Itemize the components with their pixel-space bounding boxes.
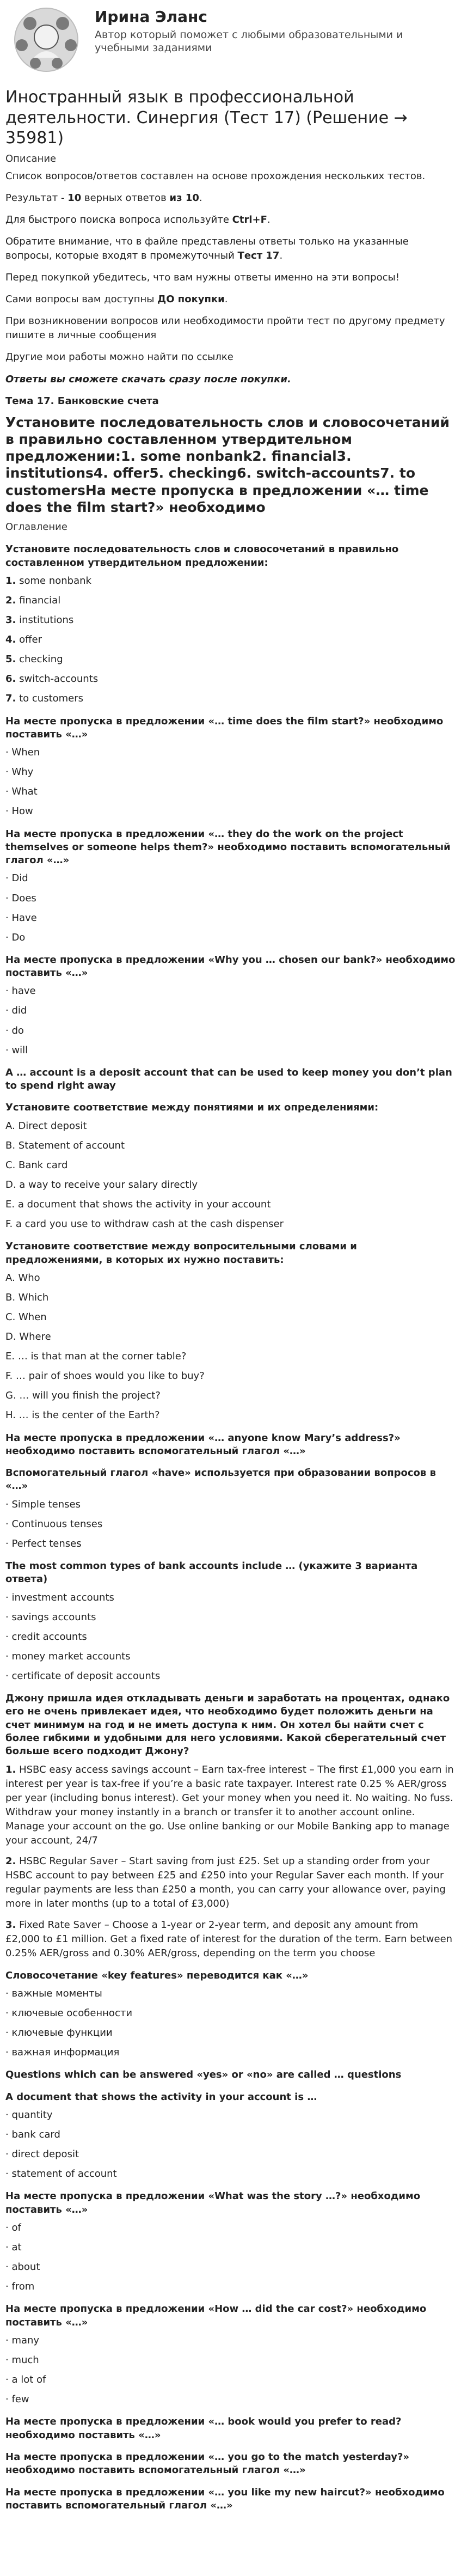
option: · When [5, 747, 40, 759]
option: · Did [5, 872, 28, 884]
search-hint [5, 213, 456, 227]
result-of: из 10 [169, 192, 199, 204]
option: · Why [5, 766, 34, 778]
option: · ключевые особенности [5, 2007, 133, 2019]
option: · money market accounts [5, 1650, 131, 1662]
option: · at [5, 2242, 22, 2254]
option: · важная информация [5, 2047, 120, 2059]
question-16: На месте пропуска в предложении «How … did the car cost?» необходимо поставить «…» [5, 2303, 427, 2328]
option: · ключевые функции [5, 2027, 113, 2039]
option: · Does [5, 892, 36, 904]
result-suffix: . [199, 192, 202, 204]
question-10: The most common types of bank accounts include … (укажите 3 варианта ответа) [5, 1560, 418, 1585]
question-5: A … account is a deposit account that can be used to keep money you don’t plan to spend right away [5, 1066, 452, 1092]
question-15: На месте пропуска в предложении «What was the story …?» необходимо поставить «…» [5, 2190, 421, 2215]
result-middle: верных ответов [81, 192, 170, 204]
option-num: 7. [5, 693, 16, 705]
question-6: Установите соответствие между понятиями и их определениями: [5, 1102, 379, 1114]
option: · did [5, 1005, 27, 1017]
option: B. Which [5, 1291, 49, 1303]
download-note: Ответы вы сможете скачать сразу после покупки. [5, 373, 291, 385]
question-9: Вспомогательный глагол «have» используется при образовании вопросов в «…» [5, 1467, 436, 1492]
option: · will [5, 1044, 28, 1056]
author-block [5, 4, 456, 75]
passage [5, 1854, 456, 1911]
result-line [5, 191, 456, 205]
option: · bank card [5, 2129, 60, 2141]
avatar-icon[interactable] [5, 4, 87, 75]
option: H. … is the center of the Earth? [5, 1409, 160, 1421]
option: · do [5, 1024, 24, 1036]
option: · Do [5, 931, 26, 943]
option: · have [5, 985, 36, 997]
passage-text: HSBC Regular Saver – Start saving from just £25. Set up a standing order from your HSBC account to pay between £25 and £250 into your Regular Saver each month. If your regular payments are less than £250 a month, you can carry your allowance over, paying more in later months (up to a total of £3,000) [5, 1855, 446, 1910]
question-3: На месте пропуска в предложении «… they do the work on the project themselves or someone helps them?» необходимо поставить вспомогательный глагол «…» [5, 828, 451, 866]
question-2: На месте пропуска в предложении «… time does the film start?» необходимо поставить «…» [5, 715, 444, 740]
option: A. Direct deposit [5, 1120, 87, 1132]
problems-note: При возникновении вопросов или необходимости пройти тест по другому предмету пишите в личные сообщения [5, 315, 445, 341]
search-suffix: . [267, 213, 271, 225]
option: · from [5, 2281, 35, 2293]
option [5, 692, 456, 706]
option: · важные моменты [5, 1988, 102, 2000]
option-num: 2. [5, 595, 16, 606]
option: · quantity [5, 2109, 53, 2121]
question-12: Словосочетание «key features» переводится как «…» [5, 1969, 309, 1981]
access-prefix: Сами вопросы вам доступны [5, 294, 158, 306]
notice-prefix: Обратите внимание, что в файле представлены ответы только на указанные вопросы, которые входят в промежуточный [5, 235, 409, 261]
question-4: На месте пропуска в предложении «Why you … chosen our bank?» необходимо поставить «…» [5, 954, 456, 979]
option-text: institutions [16, 614, 74, 626]
option: B. Statement of account [5, 1139, 125, 1151]
other-works-link[interactable]: Другие мои работы можно найти по ссылке [5, 351, 233, 363]
option-text: checking [16, 654, 63, 666]
result-prefix: Результат - [5, 192, 68, 204]
option: · of [5, 2222, 21, 2234]
option: · many [5, 2335, 40, 2346]
option: G. … will you finish the project? [5, 1390, 161, 1402]
question-19: На месте пропуска в предложении «… you like my new haircut?» необходимо поставить вспомогательный глагол «…» [5, 2486, 445, 2511]
option [5, 613, 456, 627]
search-prefix: Для быстрого поиска вопроса используйте [5, 213, 232, 225]
check-warning: Перед покупкой убедитесь, что вам нужны ответы именно на эти вопросы! [5, 272, 399, 284]
option-num: 6. [5, 673, 16, 685]
option: · statement of account [5, 2168, 117, 2180]
option: · How [5, 805, 33, 817]
option-text: some nonbank [16, 575, 91, 587]
question-11: Джону пришла идея откладывать деньги и заработать на процентах, однако его не очень привлекает идея, что необходимо будет положить деньги на счет минимум на год и не иметь доступа к ним. Он хотел бы найти счет с более гибкими и удобными для него условиями. Какой сберегательный счет больше всего подходит Джону? [5, 1693, 450, 1757]
question-17: На месте пропуска в предложении «… book would you prefer to read? необходимо поставить «…» [5, 2416, 402, 2441]
option: E. … is that man at the corner table? [5, 1351, 187, 1363]
option: F. a card you use to withdraw cash at the cash dispenser [5, 1218, 284, 1230]
option: C. When [5, 1311, 47, 1323]
option: F. … pair of shoes would you like to buy? [5, 1370, 205, 1382]
question-7: Установите соответствие между вопросительными словами и предложениями, в которых их нужно поставить: [5, 1241, 357, 1266]
option [5, 672, 456, 686]
option-text: financial [16, 595, 61, 606]
notice-test: Тест 17 [237, 249, 280, 261]
option: · Perfect tenses [5, 1537, 82, 1549]
author-description: Автор который поможет с любыми образовательными и учебными заданиями [95, 28, 403, 54]
option-num: 3. [5, 614, 16, 626]
question-14: A document that shows the activity in your account is … [5, 2091, 317, 2103]
option: E. a document that shows the activity in your account [5, 1199, 271, 1211]
option: · certificate of deposit accounts [5, 1670, 161, 1682]
page-title: Иностранный язык в профессиональной деятельности. Синергия (Тест 17) (Решение → 35981) [5, 88, 408, 148]
option: · credit accounts [5, 1631, 87, 1643]
option: A. Who [5, 1272, 40, 1284]
option: · about [5, 2261, 40, 2273]
option: D. a way to receive your salary directly [5, 1179, 198, 1191]
option: · few [5, 2394, 29, 2406]
option: · What [5, 786, 38, 798]
topic-heading: Тема 17. Банковские счета [5, 395, 159, 407]
option-text: to customers [16, 693, 84, 705]
passage [5, 1763, 456, 1848]
toc-question: Установите последовательность слов и словосочетаний в правильно составленном утвердительном предложении:1. some nonbank2. financial3. institutions4. offer5. checking6. switch-accounts7. to customersНа месте пропуска в предложении «… time does the film start?» необходимо [5, 414, 450, 515]
option: D. Where [5, 1331, 51, 1343]
question-8: На месте пропуска в предложении «… anyone know Mary’s address?» необходимо поставить вспомогательный глагол «…» [5, 1432, 401, 1457]
option: · savings accounts [5, 1611, 96, 1623]
option [5, 633, 456, 647]
option-text: offer [16, 634, 42, 646]
passage-num: 1. [5, 1763, 16, 1775]
description-text: Список вопросов/ответов составлен на основе прохождения нескольких тестов. [5, 170, 426, 182]
option-text: switch-accounts [16, 673, 99, 685]
question-13: Questions which can be answered «yes» or «no» are called … questions [5, 2069, 402, 2081]
description-label: Описание [5, 152, 57, 164]
option: · investment accounts [5, 1591, 114, 1603]
option: · Continuous tenses [5, 1518, 103, 1530]
option [5, 594, 456, 608]
toc-label[interactable]: Оглавление [5, 521, 67, 533]
option [5, 574, 456, 588]
passage [5, 1918, 456, 1961]
passage-num: 2. [5, 1855, 16, 1867]
option: · direct deposit [5, 2148, 79, 2160]
option: · much [5, 2354, 39, 2366]
question-1: Установите последовательность слов и словосочетаний в правильно составленном утвердительном предложении: [5, 544, 399, 569]
option-num: 4. [5, 634, 16, 646]
search-keys: Ctrl+F [232, 213, 267, 225]
notice [5, 235, 456, 263]
notice-suffix: . [279, 249, 283, 261]
access-strong: ДО покупки [157, 294, 225, 306]
option: · a lot of [5, 2374, 46, 2386]
result-value: 10 [67, 192, 82, 204]
option [5, 652, 456, 667]
option: C. Bank card [5, 1159, 68, 1171]
passage-text: HSBC easy access savings account – Earn tax-free interest – The first £1,000 you earn in interest per year is tax-free if you’re a basic rate taxpayer. Interest rate 0.25 % AER/gross per year (including bonus interest). Get your money when you need it. No waiting. No fuss. Withdraw your money instantly in a branch or transfer it to another account online. Manage your account on the go. Use online banking or our Mobile Banking app to manage your account, 24/7 [5, 1763, 454, 1847]
question-18: На месте пропуска в предложении «… you go to the match yesterday?» необходимо поставить вспомогательный глагол «…» [5, 2451, 410, 2476]
option: · Have [5, 912, 37, 924]
option: · Simple tenses [5, 1498, 81, 1510]
option-num: 5. [5, 654, 16, 666]
access-suffix: . [224, 294, 228, 306]
passage-text: Fixed Rate Saver – Choose a 1-year or 2-year term, and deposit any amount from £2,000 to £1 million. Get a fixed rate of interest for the duration of the term. Earn between 0.25% AER/gross and 0.30% AER/gross, depending on the term you choose [5, 1919, 453, 1959]
author-name[interactable]: Ирина Эланс [95, 8, 207, 26]
access-note [5, 292, 456, 307]
passage-num: 3. [5, 1919, 16, 1931]
option-num: 1. [5, 575, 16, 587]
